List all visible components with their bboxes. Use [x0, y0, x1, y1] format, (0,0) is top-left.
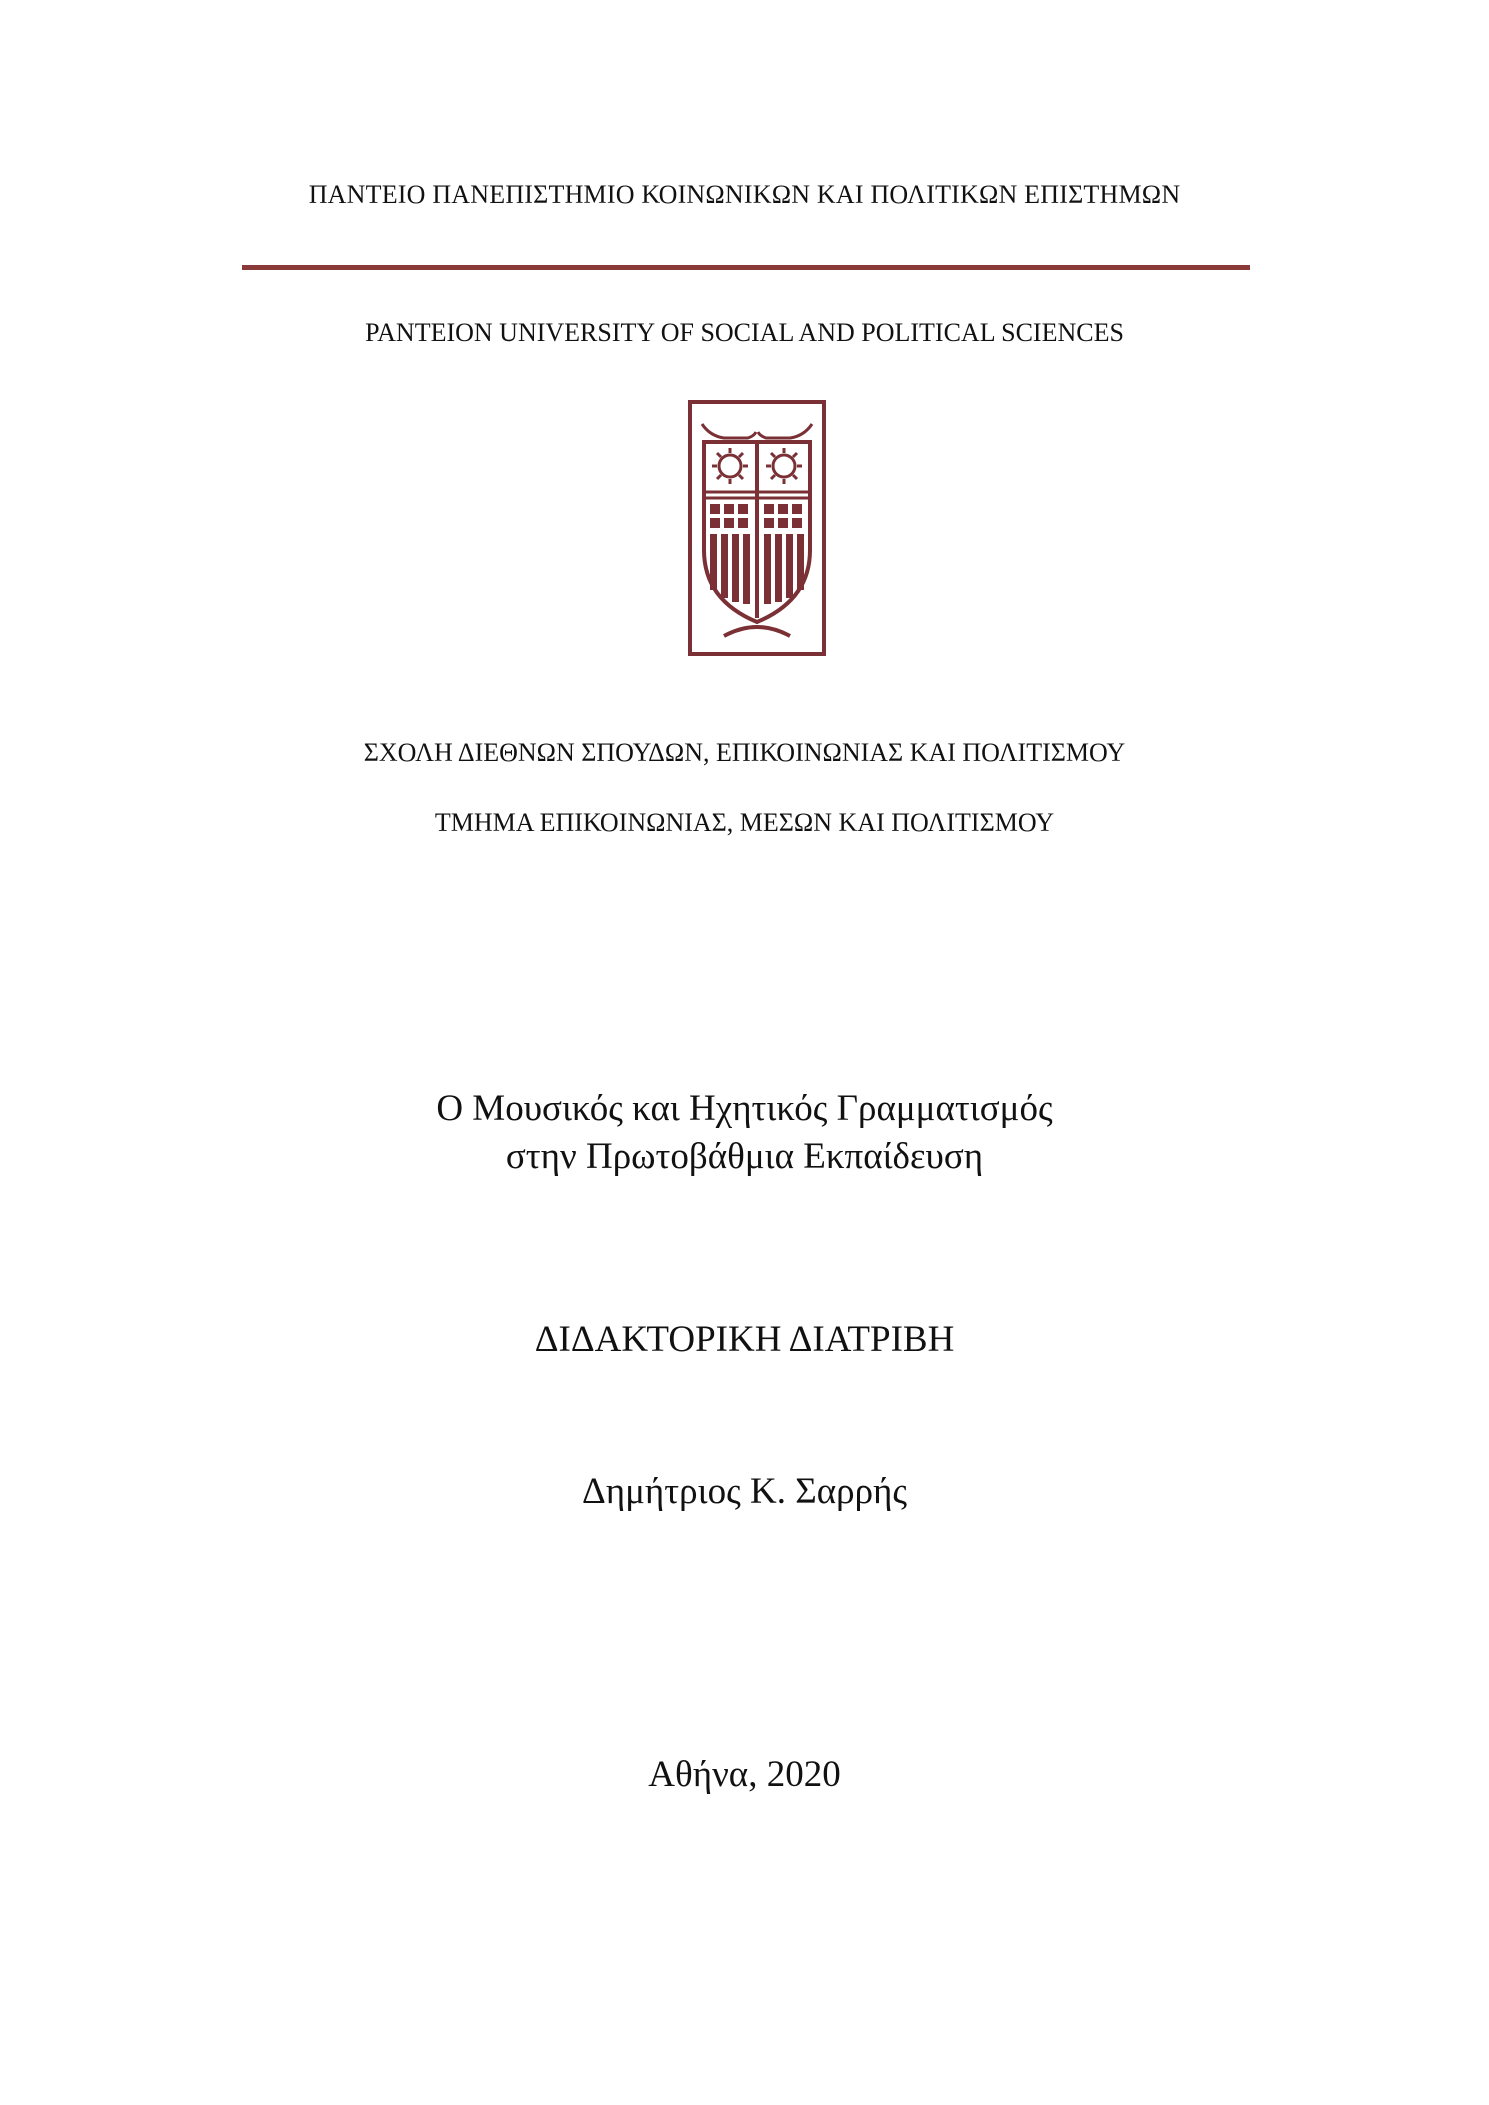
- university-crest-icon: [688, 400, 826, 656]
- thesis-title: [0, 1085, 1489, 1181]
- department-name: ΤΜΗΜΑ ΕΠΙΚΟΙΝΩΝΙΑΣ, ΜΕΣΩΝ ΚΑΙ ΠΟΛΙΤΙΣΜΟΥ: [434, 808, 1055, 837]
- school-name: ΣΧΟΛΗ ΔΙΕΘΝΩΝ ΣΠΟΥΔΩΝ, ΕΠΙΚΟΙΝΩΝΙΑΣ ΚΑΙ ΠΟΛΙΤΙΣΜΟΥ: [363, 738, 1126, 767]
- university-name-english: PANTEION UNIVERSITY OF SOCIAL AND POLITICAL SCIENCES: [365, 318, 1124, 347]
- thesis-title-line-1: Ο Μουσικός και Ηχητικός Γραμματισμός: [436, 1088, 1053, 1129]
- university-name-greek: ΠΑΝΤΕΙΟ ΠΑΝΕΠΙΣΤΗΜΙΟ ΚΟΙΝΩΝΙΚΩΝ ΚΑΙ ΠΟΛΙΤΙΚΩΝ ΕΠΙΣΤΗΜΩΝ: [308, 180, 1181, 209]
- thesis-type: ΔΙΔΑΚΤΟΡΙΚΗ ΔΙΑΤΡΙΒΗ: [534, 1319, 955, 1360]
- author-name: Δημήτριος Κ. Σαρρής: [581, 1471, 908, 1512]
- thesis-title-line-2: στην Πρωτοβάθμια Εκπαίδευση: [505, 1136, 984, 1177]
- header-divider: [242, 265, 1250, 270]
- place-and-date: Αθήνα, 2020: [648, 1754, 841, 1795]
